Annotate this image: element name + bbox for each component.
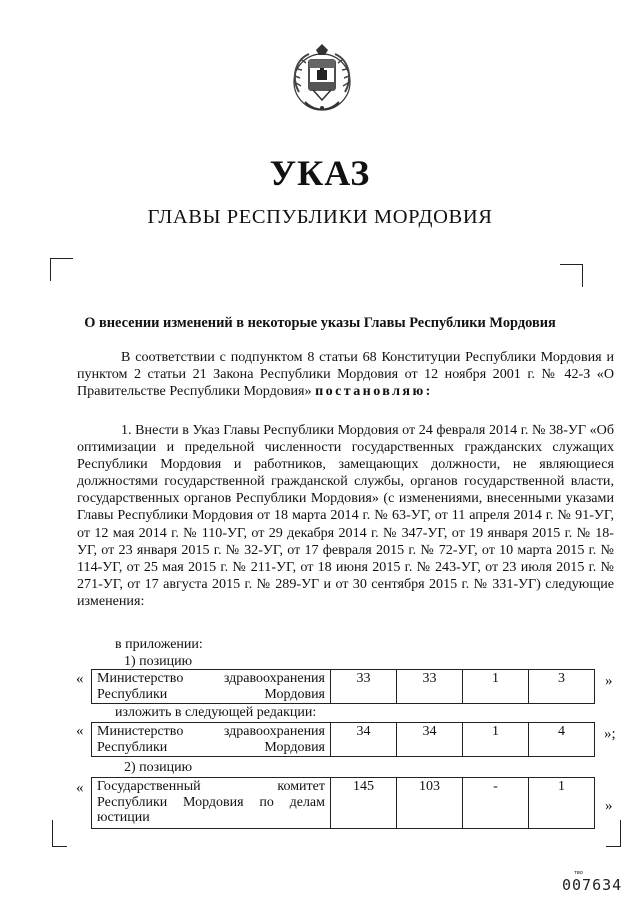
table-cell-value: 33 — [331, 670, 397, 704]
table-cell-name: Государственный комитет Республики Мордовия по делам юстиции — [92, 778, 331, 829]
table-position-1-new — [91, 722, 595, 757]
table-cell-value: 4 — [529, 723, 595, 757]
table-cell-value: 33 — [397, 670, 463, 704]
corner-mark-top-left — [50, 258, 73, 281]
in-appendix-label: в приложении: — [115, 637, 203, 652]
quote-open: « — [76, 780, 84, 796]
table-cell-value: 1 — [463, 723, 529, 757]
position-1-label: 1) позицию — [124, 654, 193, 669]
table-cell-value: 34 — [397, 723, 463, 757]
quote-close: » — [605, 673, 613, 689]
table-cell-value: 145 — [331, 778, 397, 829]
quote-close: » — [605, 798, 613, 814]
decree-issuer: ГЛАВЫ РЕСПУБЛИКИ МОРДОВИЯ — [147, 206, 493, 228]
serial-number-stamp: 007634 — [562, 876, 623, 894]
quote-open: « — [76, 723, 84, 739]
document-heading: О внесении изменений в некоторые указы Главы Республики Мордовия — [84, 315, 556, 331]
stamp-label: тво — [574, 870, 583, 876]
coat-of-arms-emblem — [287, 42, 357, 120]
table-cell-value: - — [463, 778, 529, 829]
preamble-text: В соответствии с подпунктом 8 статьи 68 Конституции Республики Мордовия и пунктом 2 статьи 21 Закона Республики Мордовия от 12 ноября 2001 г. № 42-З «О Правительстве Республики Мордовия» — [77, 349, 614, 400]
corner-mark-bottom-left — [52, 820, 67, 847]
corner-mark-bottom-right — [606, 820, 621, 847]
table-cell-name: Министерство здравоохранения Республики Мордовия — [92, 723, 331, 757]
quote-open: « — [76, 671, 84, 687]
corner-mark-top-right — [560, 264, 583, 287]
position-2-label: 2) позицию — [124, 760, 193, 775]
table-cell-value: 103 — [397, 778, 463, 829]
table-cell-value: 3 — [529, 670, 595, 704]
table-row — [92, 778, 595, 829]
table-cell-value: 1 — [529, 778, 595, 829]
decree-keyword: постановляю: — [315, 383, 433, 400]
table-cell-name: Министерство здравоохранения Республики Мордовия — [92, 670, 331, 704]
table-position-2 — [91, 777, 595, 829]
table-cell-value: 1 — [463, 670, 529, 704]
decree-title: УКАЗ — [269, 153, 371, 193]
replace-label: изложить в следующей редакции: — [115, 705, 317, 720]
preamble-paragraph — [77, 349, 614, 400]
item-1-paragraph: 1. Внести в Указ Главы Республики Мордовия от 24 февраля 2014 г. № 38-УГ «Об оптимизации и предельной численности государственных гражданских служащих Республики Мордовия и работников, замещающих должности, не являющиеся должностями государственной гражданской службы, органов государственной власти, государственных органов Республики Мордовия» (с изменениями, внесенными указами Главы Республики Мордовия от 18 марта 2014 г. № 63-УГ, от 11 апреля 2014 г. № 91-УГ, от 12 мая 2014 г. № 110-УГ, от 29 декабря 2014 г. № 347-УГ, от 19 января 2015 г. № 18-УГ, от 23 января 2015 г. № 32-УГ, от 17 февраля 2015 г. № 72-УГ, от 10 марта 2015 г. № 114-УГ, от 25 мая 2015 г. № 211-УГ, от 18 июня 2015 г. № 243-УГ, от 23 июля 2015 г. № 271-УГ, от 17 августа 2015 г. № 289-УГ и от 30 сентября 2015 г. № 331-УГ) следующие изменения: — [77, 422, 614, 609]
table-row — [92, 670, 595, 704]
quote-close-semicolon: »; — [604, 726, 616, 742]
table-row — [92, 723, 595, 757]
table-cell-value: 34 — [331, 723, 397, 757]
table-position-1-old — [91, 669, 595, 704]
